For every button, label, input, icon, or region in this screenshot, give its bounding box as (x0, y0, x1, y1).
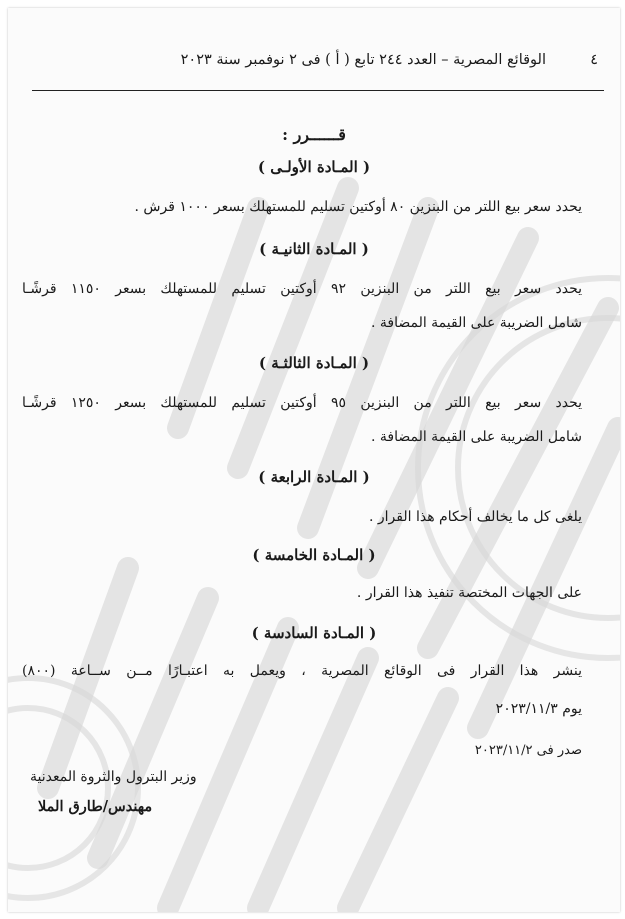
article-3-line-1: يحدد سعر بيع اللتر من البنزين ٩٥ أوكتين تسليم للمستهلك بسعر ١٢٥٠ قرشًـا (22, 395, 583, 411)
article-2-line-2: شامل الضريبة على القيمة المضافة . (370, 315, 582, 331)
signatory-name: مهندس/طارق الملا (38, 798, 153, 815)
document-page (8, 8, 620, 912)
article-5-heading: ( المـادة الخامسة ) (252, 546, 376, 564)
header-title: الوقائع المصرية – العدد ٢٤٤ تابع ( أ ) فى ٢ نوفمبر سنة ٢٠٢٣ (180, 52, 546, 68)
signatory-title: وزير البترول والثروة المعدنية (30, 769, 197, 785)
decree-title: قــــــرر : (282, 125, 346, 144)
article-2-line-1: يحدد سعر بيع اللتر من البنزين ٩٢ أوكتين تسليم للمستهلك بسعر ١١٥٠ قرشًـا (22, 281, 583, 297)
article-6-line-2: يوم ٢٠٢٣/١١/٣ (495, 701, 582, 717)
page-number: ٤ (590, 52, 598, 68)
article-3-heading: ( المـادة الثالثـة ) (258, 354, 370, 372)
article-4-line-1: يلغى كل ما يخالف أحكام هذا القرار . (369, 509, 582, 525)
article-5-line-1: على الجهات المختصة تنفيذ هذا القرار . (356, 585, 582, 601)
article-4-heading: ( المـادة الرابعة ) (258, 468, 370, 486)
article-1-heading: ( المـادة الأولـى ) (257, 158, 371, 176)
article-1-line-1: يحدد سعر بيع اللتر من البنزين ٨٠ أوكتين تسليم للمستهلك بسعر ١٠٠٠ قرش . (134, 199, 582, 215)
article-6-line-1: ينشر هذا القرار فى الوقائع المصرية ، ويعمل به اعتبـارًا مــن ســاعة (٨٠٠) (22, 663, 582, 679)
article-2-heading: ( المـادة الثانيـة ) (259, 240, 369, 258)
article-6-heading: ( المـادة السادسة ) (251, 624, 377, 642)
article-3-line-2: شامل الضريبة على القيمة المضافة . (370, 429, 582, 445)
decree-body (8, 8, 620, 912)
issue-date: صدر فى ٢٠٢٣/١١/٢ (474, 743, 582, 758)
